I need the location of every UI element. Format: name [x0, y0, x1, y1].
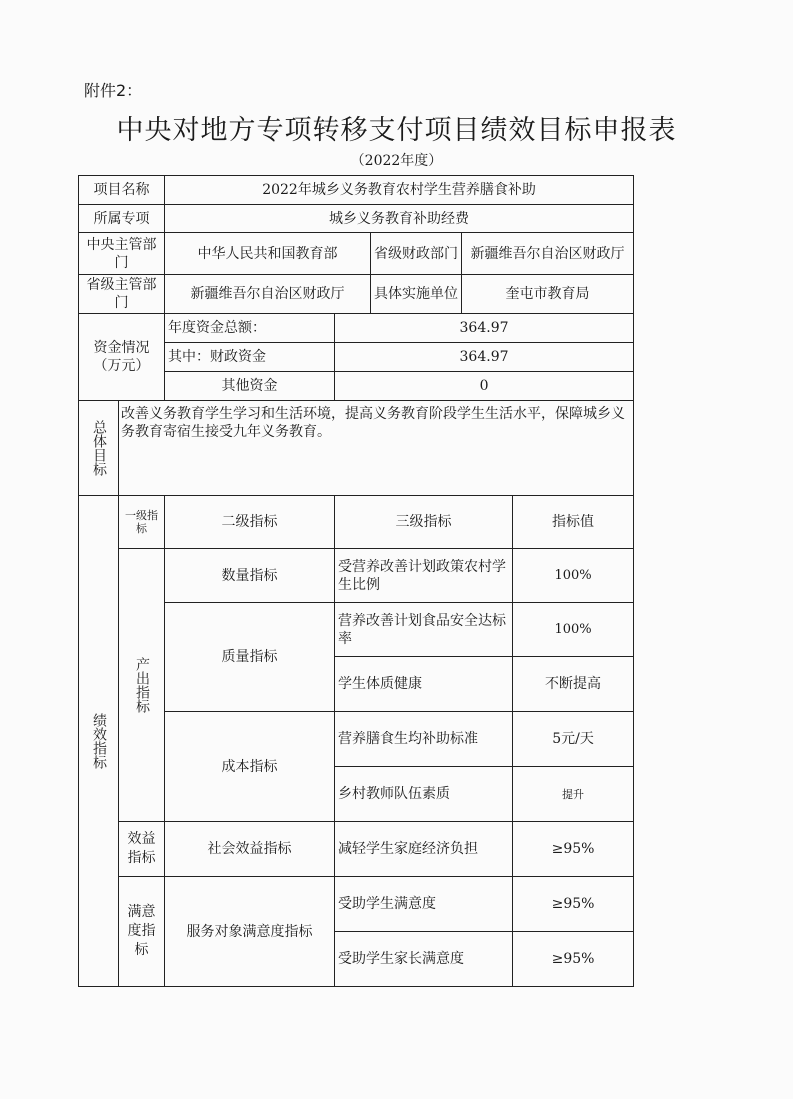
indicators-label: 绩效指标 [79, 496, 119, 987]
row-prov-dept [79, 275, 634, 314]
row-satisfaction-1 [79, 877, 634, 932]
cost-item-2: 乡村教师队伍素质 [335, 767, 513, 822]
quality-label: 质量指标 [165, 603, 335, 712]
funds-total-label: 年度资金总额： [165, 314, 335, 343]
cost-value-2: 提升 [513, 767, 634, 822]
cost-value-1: 5元/天 [513, 712, 634, 767]
row-funds-total [79, 314, 634, 343]
service-label: 服务对象满意度指标 [165, 877, 335, 987]
row-indicator-header [79, 496, 634, 549]
row-social [79, 822, 634, 877]
quantity-value: 100% [513, 549, 634, 603]
satisfaction-item-1: 受助学生满意度 [335, 877, 513, 932]
quantity-item: 受营养改善计划政策农村学生比例 [335, 549, 513, 603]
header-level3: 三级指标 [335, 496, 513, 549]
impl-unit-value: 奎屯市教育局 [462, 275, 634, 314]
quality-value-2: 不断提高 [513, 657, 634, 712]
project-name-label: 项目名称 [79, 176, 165, 205]
row-project-name [79, 176, 634, 205]
header-value: 指标值 [513, 496, 634, 549]
funds-other-value: 0 [335, 372, 634, 401]
document-year: （2022年度） [350, 153, 443, 169]
impl-unit-label: 具体实施单位 [371, 275, 462, 314]
performance-target-table [78, 175, 634, 987]
satisfaction-value-1: ≥95% [513, 877, 634, 932]
funds-fiscal-label: 其中：财政资金 [165, 343, 335, 372]
special-label: 所属专项 [79, 205, 165, 233]
row-overall-goal [79, 401, 634, 496]
benefit-label: 效益指标 [119, 822, 165, 877]
social-label: 社会效益指标 [165, 822, 335, 877]
funds-fiscal-value: 364.97 [335, 343, 634, 372]
goal-label: 总体目标 [79, 401, 119, 496]
prov-finance-label: 省级财政部门 [371, 233, 462, 275]
header-level2: 二级指标 [165, 496, 335, 549]
prov-finance-value: 新疆维吾尔自治区财政厅 [462, 233, 634, 275]
funds-other-label: 其他资金 [165, 372, 335, 401]
row-quantity [79, 549, 634, 603]
row-special [79, 205, 634, 233]
central-dept-value: 中华人民共和国教育部 [165, 233, 371, 275]
annex-label: 附件2： [84, 81, 143, 100]
prov-dept-label: 省级主管部门 [79, 275, 165, 314]
satisfaction-item-2: 受助学生家长满意度 [335, 932, 513, 987]
goal-text: 改善义务教育学生学习和生活环境，提高义务教育阶段学生生活水平，保障城乡义务教育寄宿生接受九年义务教育。 [119, 401, 634, 496]
prov-dept-value: 新疆维吾尔自治区财政厅 [165, 275, 371, 314]
quality-item-1: 营养改善计划食品安全达标率 [335, 603, 513, 657]
quality-item-2: 学生体质健康 [335, 657, 513, 712]
social-item: 减轻学生家庭经济负担 [335, 822, 513, 877]
row-central-dept [79, 233, 634, 275]
satisfaction-label: 满意度指标 [119, 877, 165, 987]
special-value: 城乡义务教育补助经费 [165, 205, 634, 233]
satisfaction-value-2: ≥95% [513, 932, 634, 987]
document-title: 中央对地方专项转移支付项目绩效目标申报表 [116, 115, 677, 146]
cost-item-1: 营养膳食生均补助标准 [335, 712, 513, 767]
funds-label: 资金情况（万元） [79, 314, 165, 401]
header-level1: 一级指标 [119, 496, 165, 549]
quantity-label: 数量指标 [165, 549, 335, 603]
central-dept-label: 中央主管部门 [79, 233, 165, 275]
output-label: 产出指标 [119, 549, 165, 822]
cost-label: 成本指标 [165, 712, 335, 822]
social-value: ≥95% [513, 822, 634, 877]
funds-total-value: 364.97 [335, 314, 634, 343]
project-name-value: 2022年城乡义务教育农村学生营养膳食补助 [165, 176, 634, 205]
quality-value-1: 100% [513, 603, 634, 657]
